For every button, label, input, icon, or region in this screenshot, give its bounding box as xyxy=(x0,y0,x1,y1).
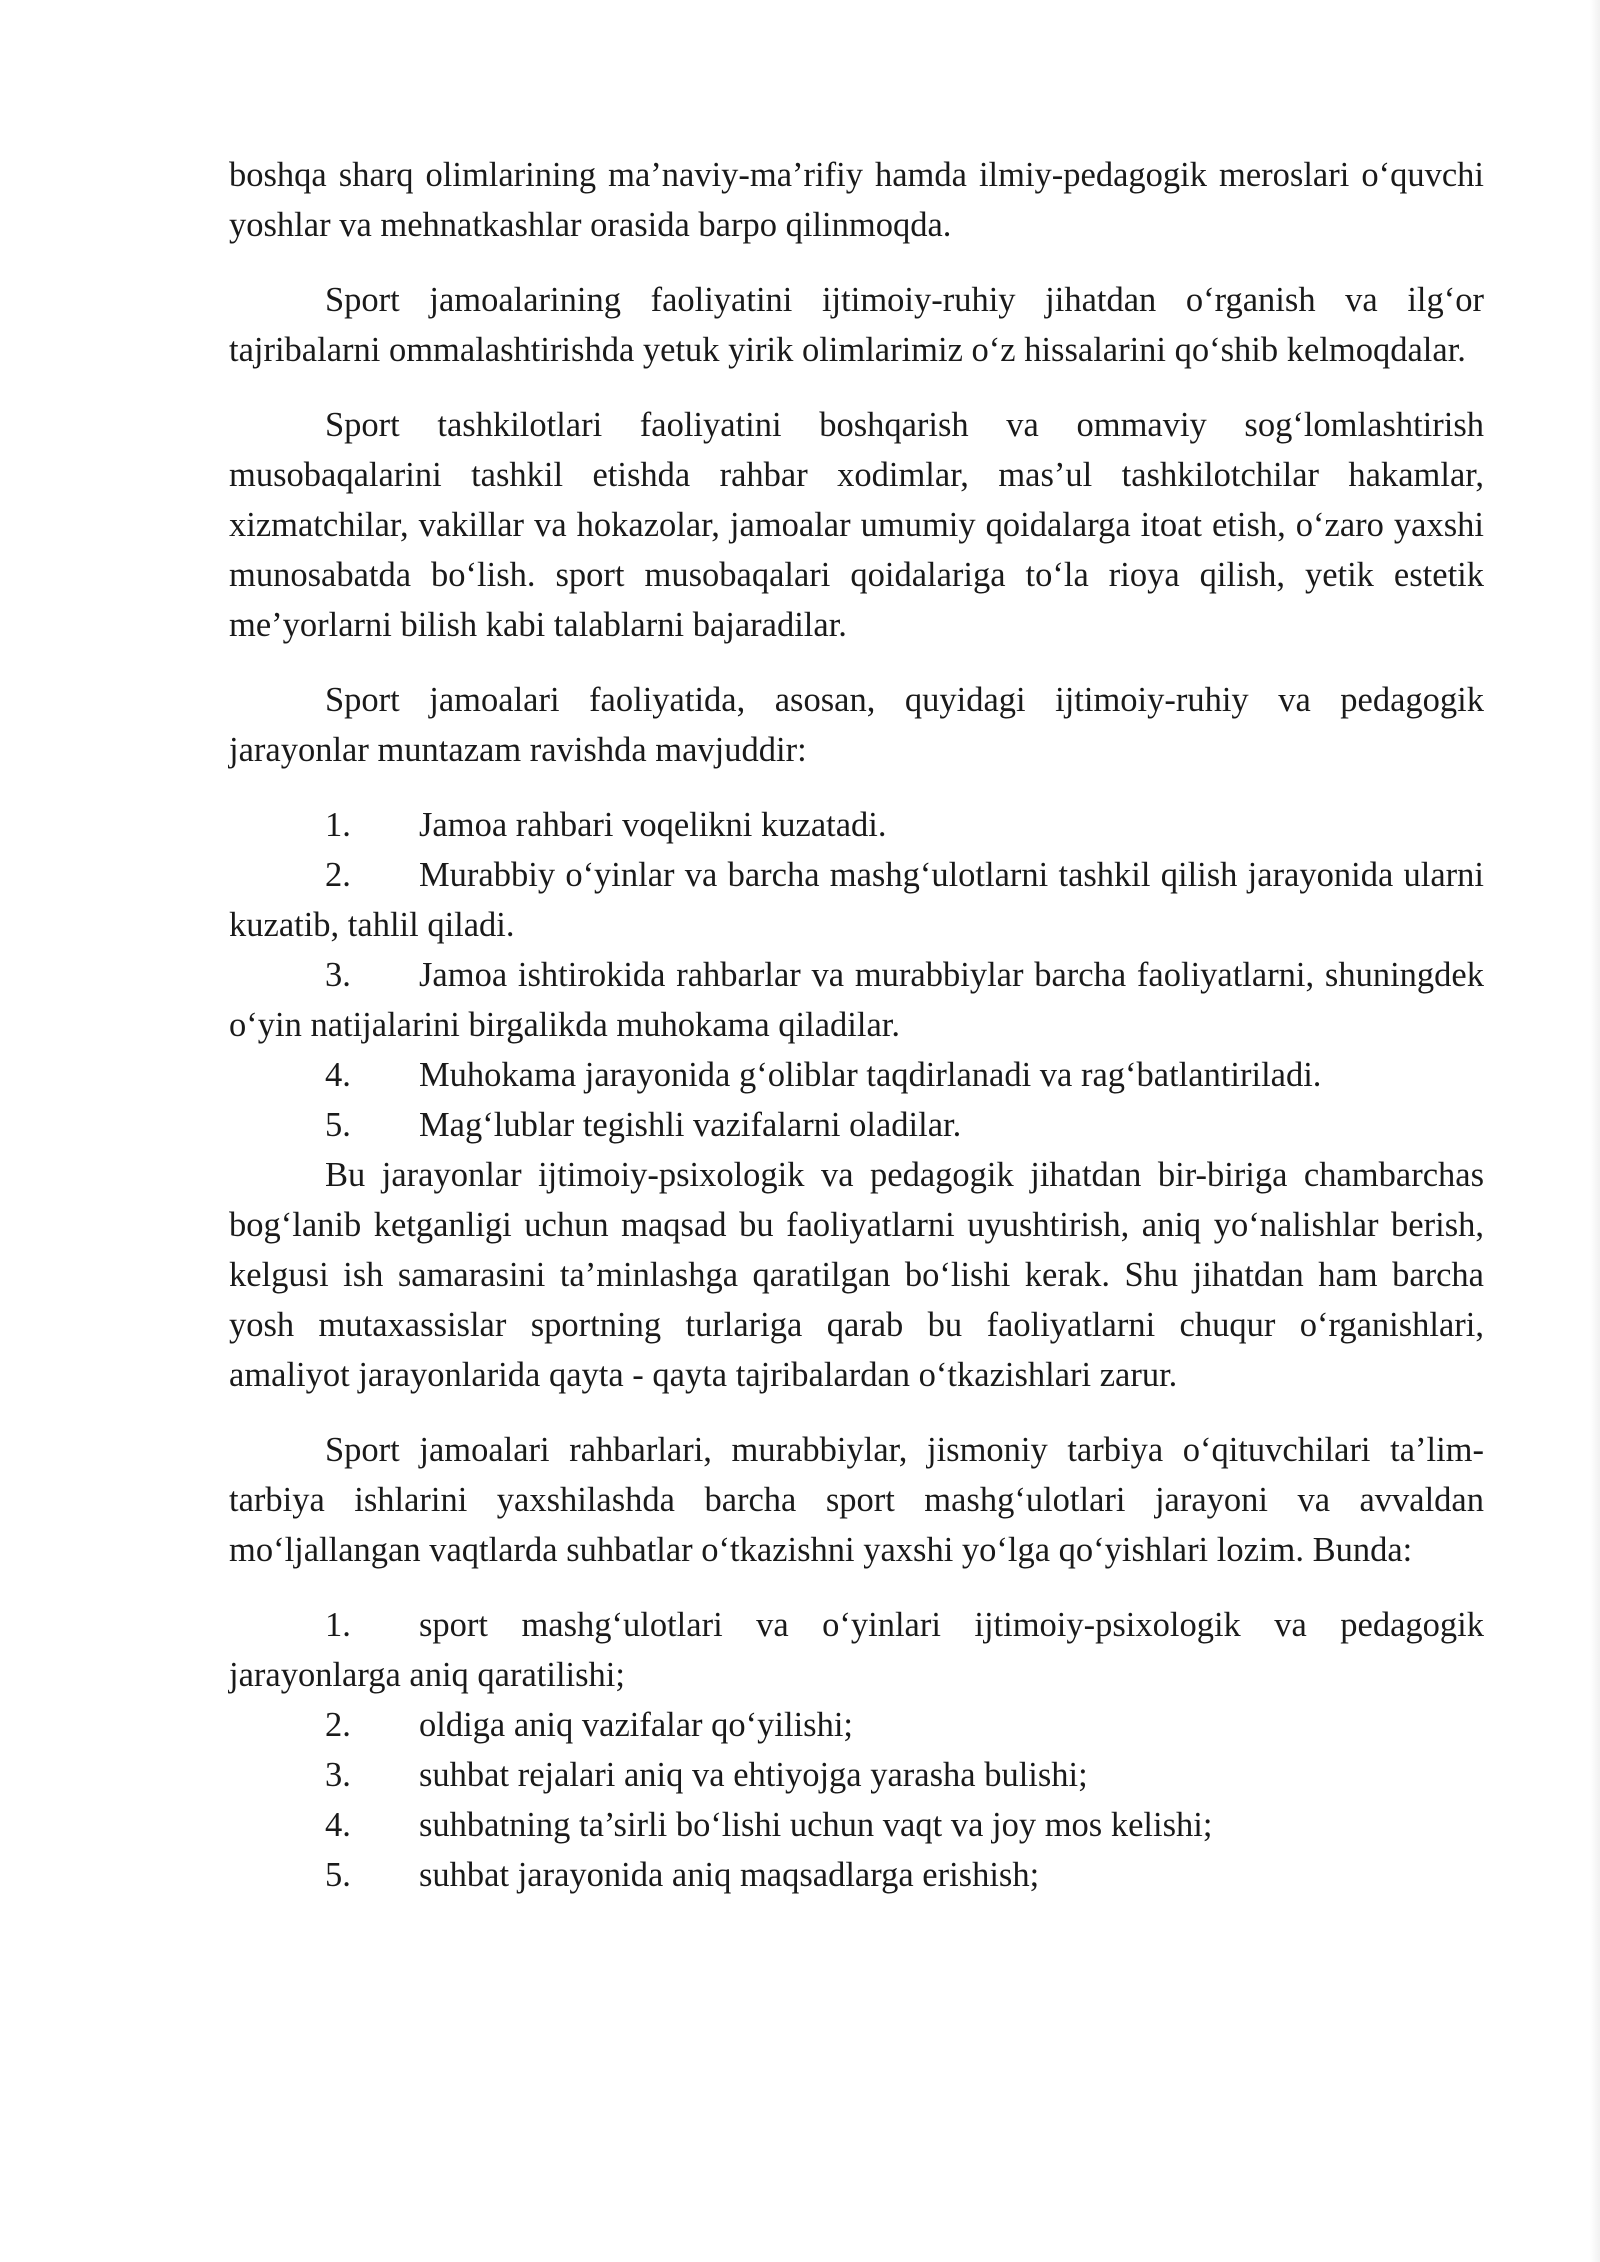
list-number: 1. xyxy=(325,1606,351,1644)
list-text: suhbat jarayonida aniq maqsadlarga erishish; xyxy=(419,1856,1040,1894)
paragraph-4: Sport jamoalari faoliyatida, asosan, quyidagi ijtimoiy-ruhiy va pedagogik jarayonlar muntazam ravishda mavjuddir: xyxy=(229,681,1484,769)
list-number: 1. xyxy=(325,806,351,844)
paragraph-2: Sport jamoalarining faoliyatini ijtimoiy-ruhiy jihatdan o‘rganish va ilg‘or tajribalarni ommalashtirishda yetuk yirik olimlarimiz o‘z hissalarini qo‘shib kelmoqdalar. xyxy=(229,281,1484,369)
list-item xyxy=(229,1700,1484,1750)
numbered-list-2 xyxy=(229,1600,1484,1900)
paragraph-3: Sport tashkilotlari faoliyatini boshqarish va ommaviy sog‘lomlashtirish musobaqalarini tashkil etishda rahbar xodimlar, mas’ul tashkilotchilar hakamlar, xizmatchilar, vakillar va hokazolar, jamoalar umumiy qoidalarga itoat etish, o‘zaro yaxshi munosabatda bo‘lish. sport musobaqalari qoidalariga to‘la rioya qilish, yetik estetik me’yorlarni bilish kabi talablarni bajaradilar. xyxy=(229,406,1484,644)
list-item xyxy=(229,950,1484,1050)
list-item xyxy=(229,1600,1484,1700)
list-item xyxy=(229,800,1484,850)
list-item xyxy=(229,1100,1484,1150)
list-text: Mag‘lublar tegishli vazifalarni oladilar. xyxy=(419,1106,962,1144)
numbered-list-1 xyxy=(229,800,1484,1150)
paragraph-5: Bu jarayonlar ijtimoiy-psixologik va pedagogik jihatdan bir-biriga chambarchas bog‘lanib ketganligi uchun maqsad bu faoliyatlarni uyushtirish, aniq yo‘nalishlar berish, kelgusi ish samarasini ta’minlashga qaratilgan bo‘lishi kerak. Shu jihatdan ham barcha yosh mutaxassislar sportning turlariga qarab bu faoliyatlarni chuqur o‘rganishlari, amaliyot jarayonlarida qayta - qayta tajribalardan o‘tkazishlari zarur. xyxy=(229,1156,1484,1394)
list-number: 5. xyxy=(325,1106,351,1144)
list-item xyxy=(229,850,1484,950)
list-number: 5. xyxy=(325,1856,351,1894)
list-item xyxy=(229,1850,1484,1900)
page-edge-shadow xyxy=(1590,0,1600,2262)
list-text: suhbatning ta’sirli bo‘lishi uchun vaqt va joy mos kelishi; xyxy=(419,1806,1213,1844)
list-item xyxy=(229,1800,1484,1850)
list-number: 2. xyxy=(325,1706,351,1744)
list-text: Murabbiy o‘yinlar va barcha mashg‘ulotlarni tashkil qilish jarayonida ularni kuzatib, tahlil qiladi. xyxy=(229,856,1484,944)
list-text: Jamoa ishtirokida rahbarlar va murabbiylar barcha faoliyatlarni, shuningdek o‘yin natijalarini birgalikda muhokama qiladilar. xyxy=(229,956,1484,1044)
list-number: 3. xyxy=(325,1756,351,1794)
list-number: 2. xyxy=(325,856,351,894)
list-number: 4. xyxy=(325,1806,351,1844)
list-text: oldiga aniq vazifalar qo‘yilishi; xyxy=(419,1706,853,1744)
list-text: suhbat rejalari aniq va ehtiyojga yarasha bulishi; xyxy=(419,1756,1088,1794)
list-number: 3. xyxy=(325,956,351,994)
list-text: Muhokama jarayonida g‘oliblar taqdirlanadi va rag‘batlantiriladi. xyxy=(419,1056,1322,1094)
list-text: Jamoa rahbari voqelikni kuzatadi. xyxy=(419,806,887,844)
list-text: sport mashg‘ulotlari va o‘yinlari ijtimoiy-psixologik va pedagogik jarayonlarga aniq qaratilishi; xyxy=(229,1606,1484,1694)
paragraph-1: boshqa sharq olimlarining ma’naviy-ma’rifiy hamda ilmiy-pedagogik meroslari o‘quvchi yoshlar va mehnatkashlar orasida barpo qilinmoqda. xyxy=(229,156,1484,244)
list-number: 4. xyxy=(325,1056,351,1094)
paragraph-6: Sport jamoalari rahbarlari, murabbiylar, jismoniy tarbiya o‘qituvchilari ta’lim-tarbiya ishlarini yaxshilashda barcha sport mashg‘ulotlari jarayoni va avvaldan mo‘ljallangan vaqtlarda suhbatlar o‘tkazishni yaxshi yo‘lga qo‘yishlari lozim. Bunda: xyxy=(229,1431,1484,1569)
list-item xyxy=(229,1050,1484,1100)
list-item xyxy=(229,1750,1484,1800)
